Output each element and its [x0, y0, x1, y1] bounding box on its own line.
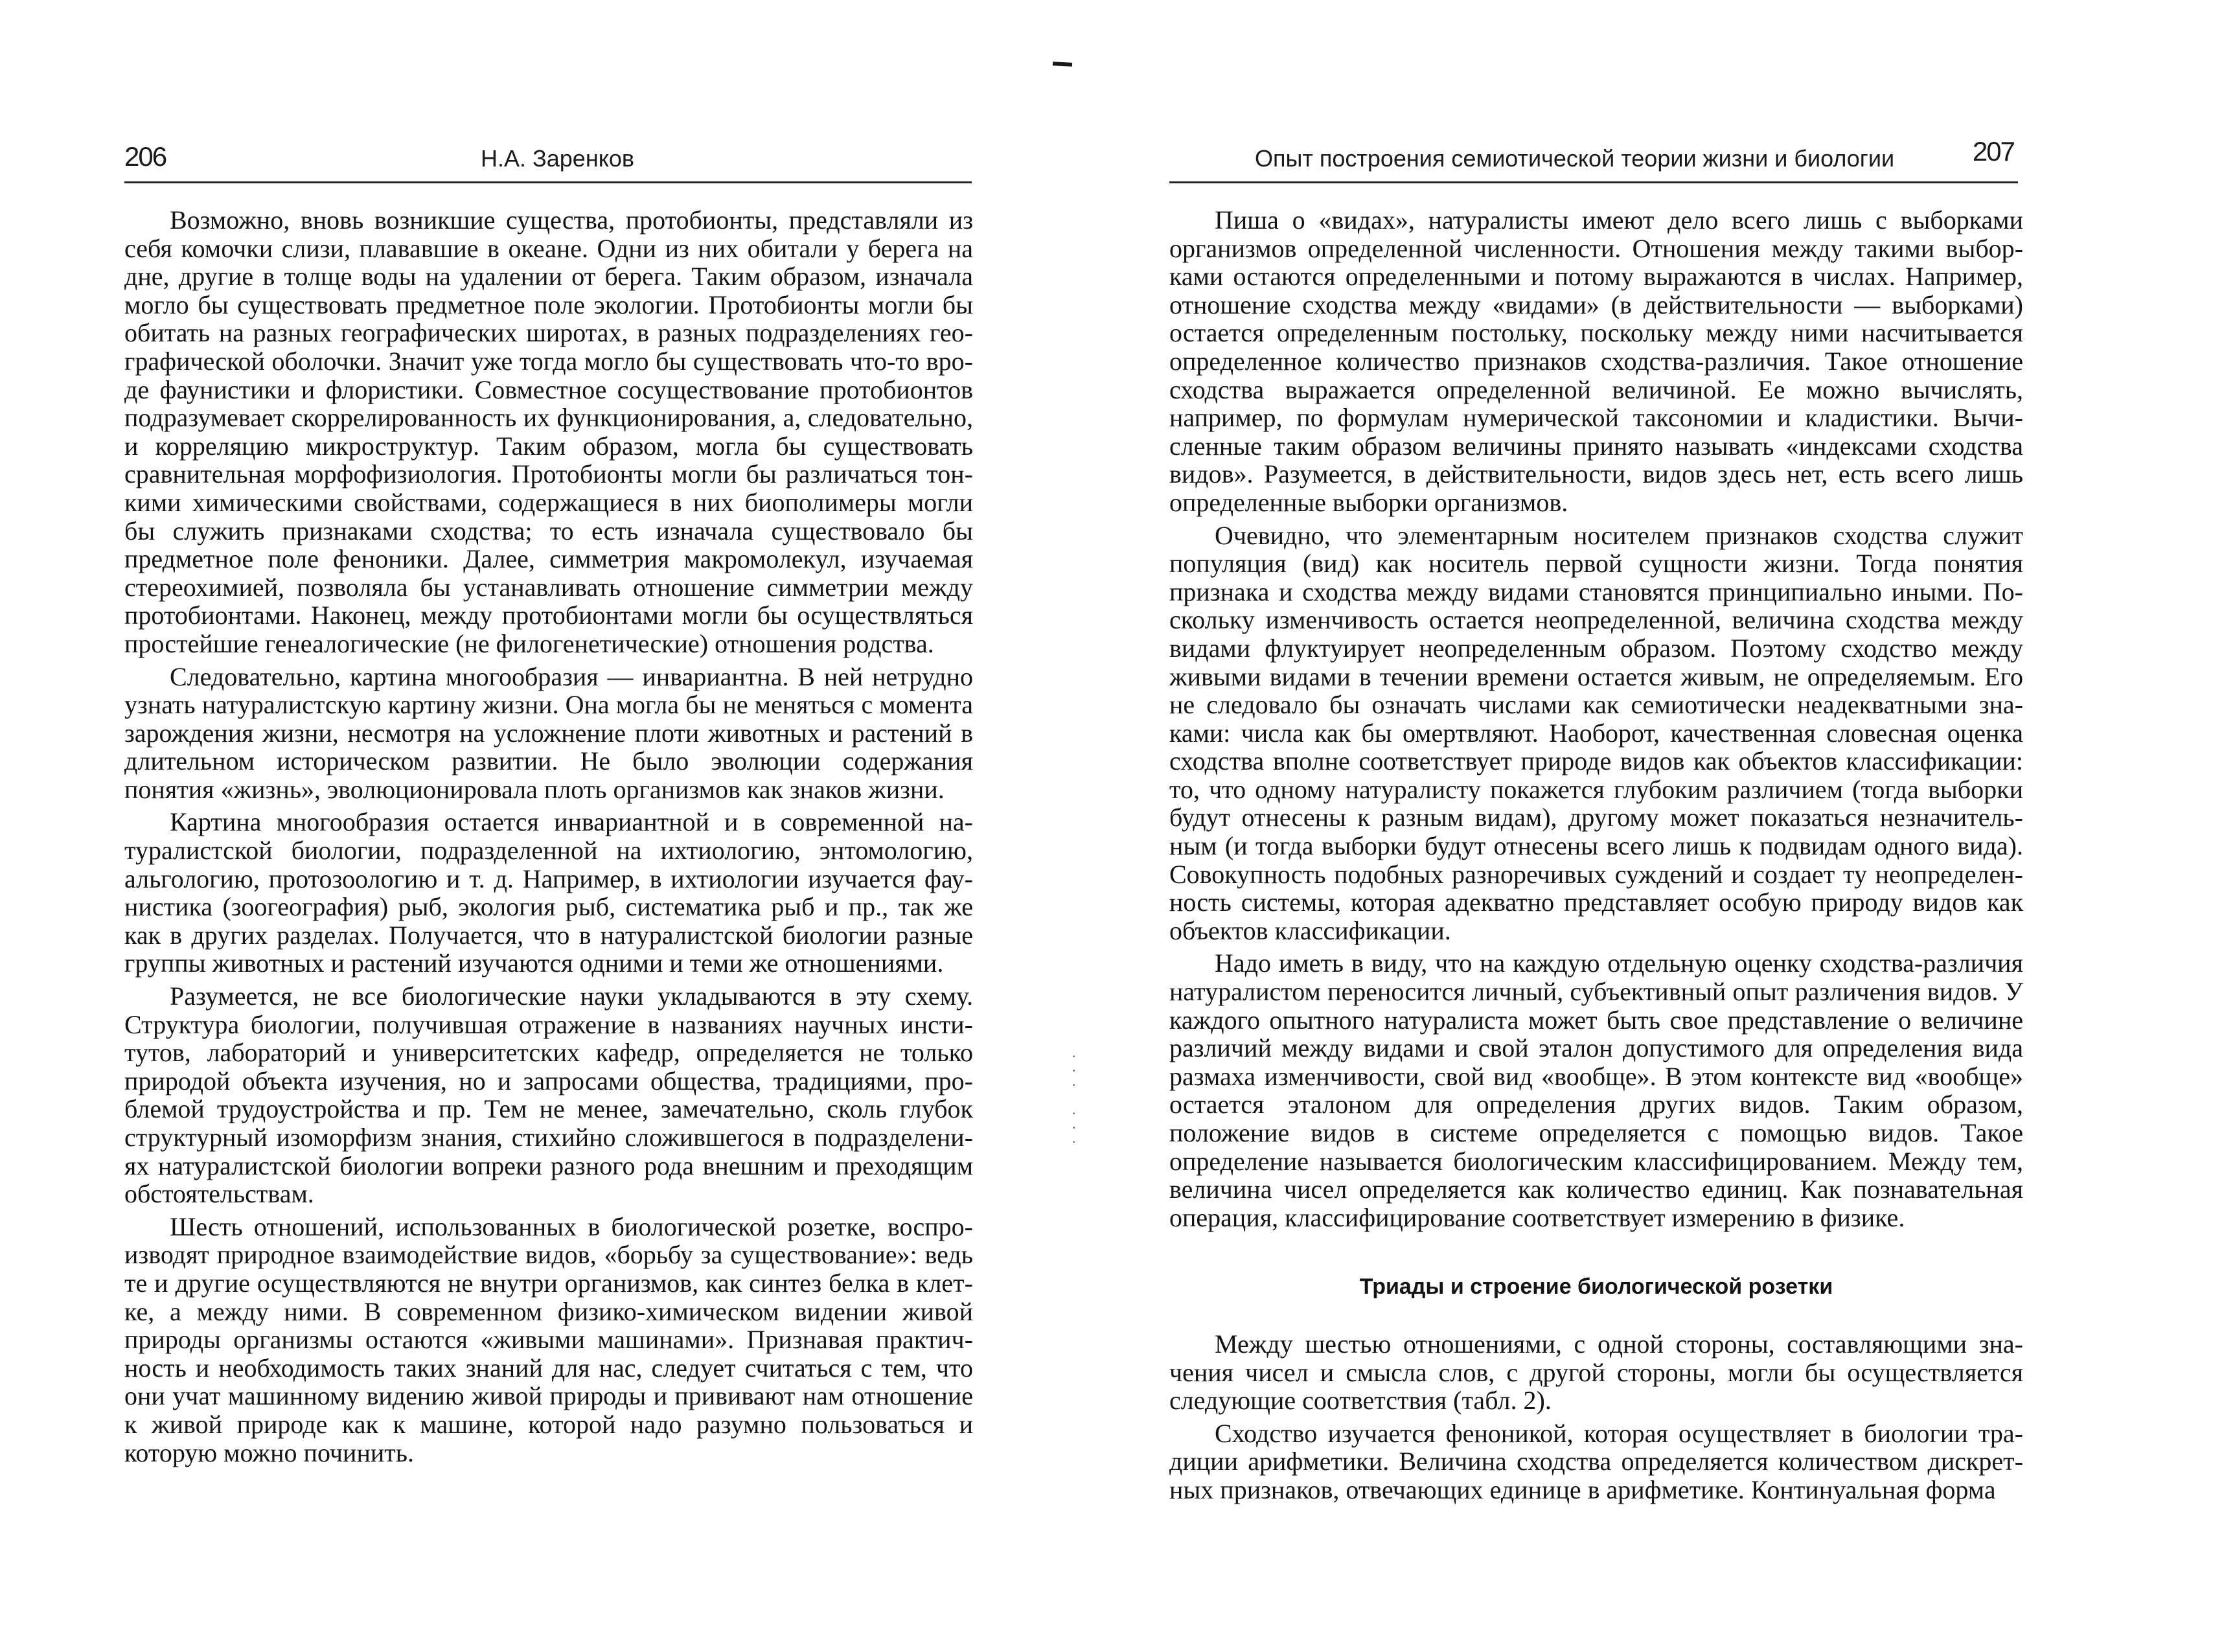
left-running-header: [124, 130, 972, 183]
scan-specks: · · · · · ·: [1072, 1048, 1077, 1150]
section-heading: Триады и строение биологической розетки: [1359, 1274, 1833, 1300]
paragraph: Шесть отношений, использованных в биологической розетке, воспроизводят природное взаимодействие видов, «борьбу за существование»: ведь те и другие осуществляются не внутри организмов, как синтез белка в клетке, а между ними. В современном физико-химическом видении живой природы организмы остаются «живыми машинами». Признавая практичность и необходимость таких знаний для нас, следует считаться с тем, что они учат машинному видению живой природы и прививают нам отношение к живой природе как к машине, которой надо разумно пользоваться и которую можно починить.: [124, 1211, 973, 1467]
paragraph: Очевидно, что элементарным носителем признаков сходства служит популяция (вид) как носитель первой сущности жизни. Тогда понятия признака и сходства между видами становятся принципиально иными. Поскольку изменчивость остается неопределенной, величина сходства между видами флуктуирует неопределенным образом. Поэтому сходство между живыми видами в течении времени остается живым, не определяемым. Его не следовало бы означать числами как семиотически неадекватными знаками: числа как бы омертвляют. Наоборот, качественная словесная оценка сходства вполне соответствует природе видов как объектов классификации: то, что одному натуралисту покажется глубоким различием (тогда выборки будут отнесены к разным видам), другому может показаться незначительным (и тогда выборки будут отнесены всего лишь к подвидам одного вида). Совокупность подобных разноречивых суждений и создает ту неопределенность системы, которая адекватно представляет особую природу видов как объектов классификации.: [1169, 520, 2023, 945]
paragraph: Между шестью отношениями, с одной стороны, составляющими значения чисел и смысла слов, с другой стороны, могли бы осуществляется следующие соответствия (табл. 2).: [1169, 1329, 2023, 1416]
right-page-body: [1169, 206, 2023, 1509]
paragraph: Пиша о «видах», натуралисты имеют дело всего лишь с выборками организмов определенной численности. Отношения между такими выборками остаются определенными и потому выражаются в числах. Например, отношение сходства между «видами» (в действительности — выборками) остается определенным постольку, поскольку между ними насчитывается определенное количество признаков сходства-различия. Такое отношение сходства выражается определенной величиной. Ее можно вычислять, например, по формулам нумерической таксономии и кладистики. Вычисленные таким образом величины принято называть «индексами сходства видов». Разумеется, в действительности, видов здесь нет, есть всего лишь определенные выборки организмов.: [1169, 205, 2023, 517]
paragraph: Картина многообразия остается инвариантной и в современной натуралистской биологии, подразделенной на ихтиологию, энтомологию, альгологию, протозоологию и т. д. Например, в ихтиологии изучается фаунистика (зоогеография) рыб, экология рыб, систематика рыб и пр., так же как в других разделах. Получается, что в натуралистской биологии разные группы животных и растений изучаются одними и теми же отношениями.: [124, 807, 973, 978]
left-page-number: 206: [124, 141, 166, 172]
paragraph: Сходство изучается феноникой, которая осуществляет в биологии традиции арифметики. Величина сходства определяется количеством дискретных признаков, отвечающих единице в арифметике. Континуальная форма: [1169, 1418, 2023, 1504]
right-running-head-title: Опыт построения семиотической теории жизни и биологии: [1255, 145, 1895, 172]
paragraph: Надо иметь в виду, что на каждую отдельную оценку сходства-различия натуралистом переносится личный, субъективный опыт различения видов. У каждого опытного натуралиста может быть свое представление о величине различий между видами и свой эталон допустимого для определения вида размаха изменчивости, свой вид «вообще». В этом контексте вид «вообще» остается эталоном для определения других видов. Таким образом, положение видов в системе определяется с помощью видов. Такое определение называется биологическим классифицированием. Между тем, величина чисел определяется как количество единиц. Как познавательная операция, классифицирование соответствует измерению в физике.: [1169, 948, 2023, 1232]
left-running-head-author: Н.А. Заренков: [481, 145, 635, 172]
right-page: [1118, 0, 2235, 1652]
paragraph: Возможно, вновь возникшие существа, протобионты, представляли из себя комочки слизи, плававшие в океане. Одни из них обитали у берега на дне, другие в толще воды на удалении от берега. Таким образом, изначала могло бы существовать предметное поле экологии. Протобионты могли бы обитать на разных географических широтах, в разных подразделениях географической оболочки. Значит уже тогда могло бы существовать что-то вроде фаунистики и флористики. Совместное сосуществование протобионтов подразумевает скоррелированность их функционирования, а, следовательно, и корреляцию микроструктур. Таким образом, могла бы существовать сравнительная морфофизиология. Протобионты могли бы различаться тонкими химическими свойствами, содержащиеся в них биополимеры могли бы служить признаками сходства; то есть изначала существовало бы предметное поле феноники. Далее, симметрия макромолекул, изучаемая стереохимией, позволяла бы устанавливать отношение симметрии между протобионтами. Наконец, между протобионтами могли бы осуществляться простейшие генеалогические (не филогенетические) отношения родства.: [124, 205, 973, 658]
left-page-body: [124, 206, 973, 1471]
right-running-header: [1169, 130, 2018, 183]
right-page-number: 207: [1972, 136, 2014, 166]
paragraph: Следовательно, картина многообразия — инвариантна. В ней нетрудно узнать натуралистскую картину жизни. Она могла бы не меняться с момента зарождения жизни, несмотря на усложнение плоти животных и растений в длительном историческом развитии. Не было эволюции содержания понятия «жизнь», эволюционировала плоть организмов как знаков жизни.: [124, 661, 973, 804]
paragraph: Разумеется, не все биологические науки укладываются в эту схему. Структура биологии, получившая отражение в названиях научных институтов, лабораторий и университетских кафедр, определяется не только природой объекта изучения, но и запросами общества, традициями, проблемой трудоустройства и пр. Тем не менее, замечательно, сколь глубок структурный изоморфизм знания, стихийно сложившегося в подразделениях натуралистской биологии вопреки разного рода внешним и преходящим обстоятельствам.: [124, 981, 973, 1209]
